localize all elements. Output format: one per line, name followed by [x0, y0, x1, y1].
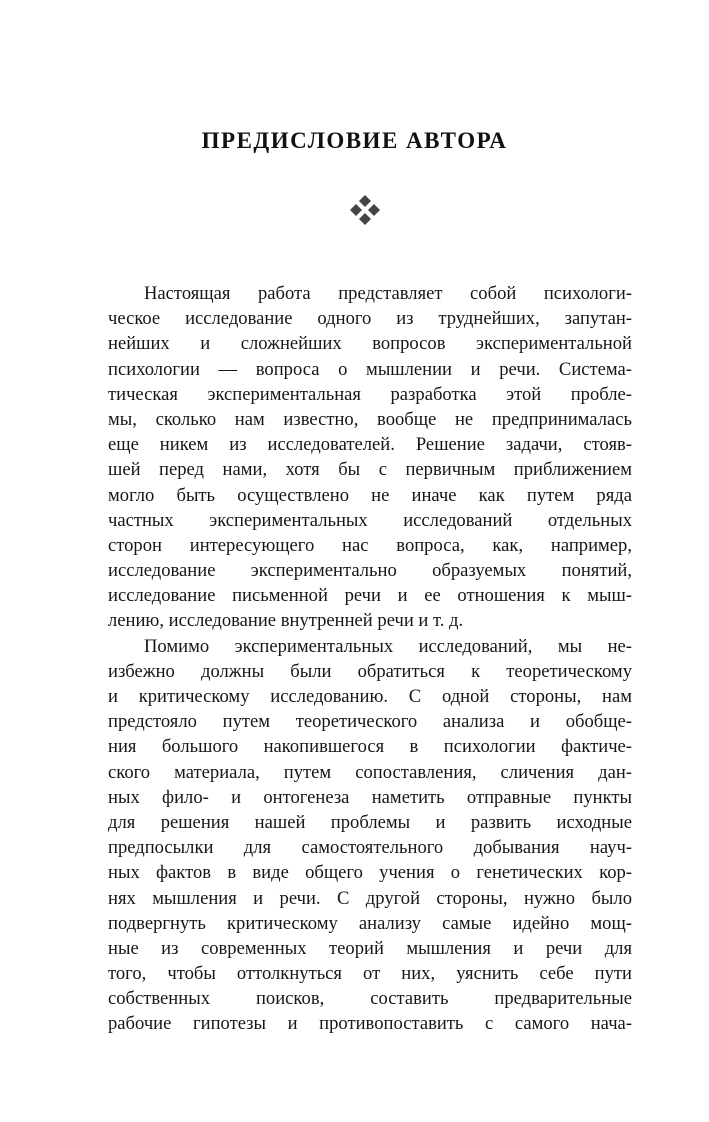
text-line: ния большого накопившегося в психологии фактиче-: [108, 736, 632, 758]
chapter-title: ПРЕДИСЛОВИЕ АВТОРА: [201, 128, 508, 153]
text-line: нях мышления и речи. С другой стороны, нужно было: [108, 887, 632, 909]
text-line: для решения нашей проблемы и развить исходные: [108, 811, 632, 833]
text-line: ные из современных теорий мышления и речи для: [108, 937, 632, 959]
text-line: ных фило- и онтогенеза наметить отправные пункты: [108, 786, 632, 808]
fleuron-ornament-icon: [348, 193, 382, 227]
text-line: Настоящая работа представляет собой психологи-: [144, 283, 632, 304]
text-line: и критическому исследованию. С одной стороны, нам: [108, 686, 632, 707]
text-line: рабочие гипотезы и противопоставить с самого нача-: [108, 1013, 632, 1035]
text-line: частных экспериментальных исследований отдельных: [108, 509, 632, 531]
text-line: могло быть осуществлено не иначе как путем ряда: [108, 484, 632, 506]
text-line: избежно должны были обратиться к теоретическому: [108, 660, 632, 682]
text-line: ческое исследование одного из труднейших, запутан-: [108, 308, 632, 330]
text-line: Помимо экспериментальных исследований, мы не-: [144, 635, 632, 657]
text-line: мы, сколько нам известно, вообще не предпринималась: [108, 408, 632, 430]
text-line: исследование письменной речи и ее отношения к мыш-: [108, 585, 632, 607]
text-line: того, чтобы оттолкнуться от них, уяснить себе пути: [108, 963, 632, 985]
text-line: предстояло путем теоретического анализа и обобще-: [108, 711, 632, 733]
text-line: собственных поисков, составить предварительные: [108, 988, 632, 1010]
text-line: лению, исследование внутренней речи и т. д.: [108, 610, 464, 632]
text-line: тическая экспериментальная разработка этой пробле-: [108, 383, 632, 405]
text-line: сторон интересующего нас вопроса, как, например,: [108, 534, 632, 556]
preface-text: [108, 281, 632, 1037]
text-line: психологии — вопроса о мышлении и речи. Система-: [108, 358, 632, 380]
text-line: ных фактов в виде общего учения о генетических кор-: [108, 862, 632, 884]
text-line: еще никем из исследователей. Решение задачи, стояв-: [108, 434, 632, 456]
text-line: ского материала, путем сопоставления, сличения дан-: [108, 761, 632, 783]
text-line: шей перед нами, хотя бы с первичным приближением: [108, 459, 632, 481]
text-line: исследование экспериментально образуемых понятий,: [108, 560, 632, 582]
text-line: подвергнуть критическому анализу самые идейно мощ-: [108, 912, 632, 934]
text-line: предпосылки для самостоятельного добывания науч-: [108, 837, 632, 859]
text-line: нейших и сложнейших вопросов экспериментальной: [108, 333, 632, 355]
